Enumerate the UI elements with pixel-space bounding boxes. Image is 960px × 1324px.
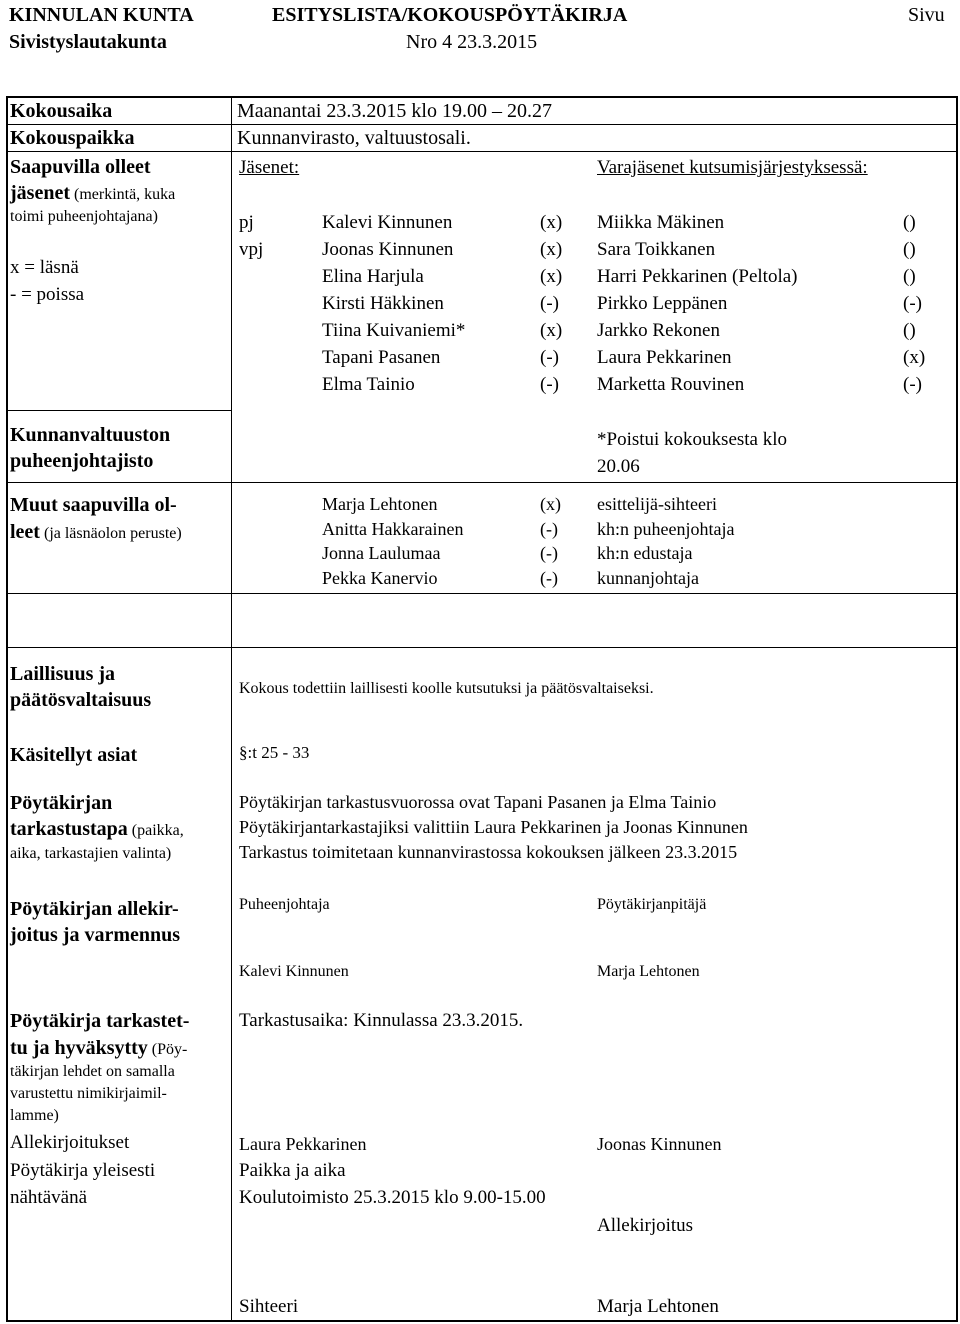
other-attendee-mark: (-) — [540, 543, 558, 563]
review-label-line2: tarkastustapa (paikka, — [10, 818, 184, 840]
page-label: Sivu — [908, 4, 945, 26]
checked-text: Tarkastusaika: Kinnulassa 23.3.2015. — [239, 1010, 524, 1031]
public-place-value: Koulutoimisto 25.3.2015 klo 9.00-15.00 — [239, 1187, 546, 1208]
attendance-note: toimi puheenjohtajana) — [10, 208, 158, 225]
council-note: *Poistui kokouksesta klo — [597, 429, 788, 450]
deputies-header: Varajäsenet kutsumisjärjestyksessä: — [597, 157, 868, 178]
deputy-name: Jarkko Rekonen — [597, 320, 720, 341]
checked-label-line2: tu ja hyväksytty (Pöy- — [10, 1037, 188, 1059]
items-label: Käsitellyt asiat — [10, 744, 138, 766]
review-line-1: Pöytäkirjan tarkastusvuorossa ovat Tapani Pasanen ja Elma Tainio — [239, 792, 717, 812]
member-name: Elma Tainio — [322, 374, 415, 395]
meeting-place-value: Kunnanvirasto, valtuustosali. — [237, 127, 471, 149]
review-label: Pöytäkirjan — [10, 792, 113, 814]
checked-label: Pöytäkirja tarkastet- — [10, 1010, 190, 1032]
table-bottom-border — [6, 1320, 958, 1322]
table-right-border — [956, 96, 958, 1322]
review-line-2: Pöytäkirjantarkastajiksi valittiin Laura Pekkarinen ja Joonas Kinnunen — [239, 817, 748, 837]
member-name: Tapani Pasanen — [322, 347, 441, 368]
table-left-border — [6, 96, 8, 1322]
deputy-mark: () — [903, 239, 916, 260]
row-divider — [6, 410, 232, 411]
other-attendee-name: Jonna Laulumaa — [322, 543, 441, 563]
checked-label-line5: lamme) — [10, 1107, 59, 1124]
deputy-name: Marketta Rouvinen — [597, 374, 745, 395]
row-divider — [6, 482, 958, 483]
deputy-mark: (-) — [903, 293, 922, 314]
checked-label-line4: varustettu nimikirjaimil- — [10, 1085, 167, 1102]
others-label: Muut saapuvilla ol- — [10, 494, 177, 516]
meeting-number-date: Nro 4 23.3.2015 — [406, 31, 538, 53]
other-attendee-role: kh:n puheenjohtaja — [597, 519, 735, 539]
meeting-place-label: Kokouspaikka — [10, 127, 135, 149]
deputy-name: Miikka Mäkinen — [597, 212, 725, 233]
deputy-name: Sara Toikkanen — [597, 239, 716, 260]
chair-title: Puheenjohtaja — [239, 896, 330, 913]
deputy-name: Laura Pekkarinen — [597, 347, 732, 368]
items-value: §:t 25 - 33 — [239, 743, 310, 762]
signature-name-1: Laura Pekkarinen — [239, 1134, 367, 1154]
member-name: Joonas Kinnunen — [322, 239, 454, 260]
other-attendee-mark: (x) — [540, 494, 561, 514]
secretary-name: Marja Lehtonen — [597, 963, 700, 980]
member-name: Elina Harjula — [322, 266, 424, 287]
row-divider — [6, 647, 958, 648]
row-divider — [6, 151, 958, 152]
member-mark: (-) — [540, 347, 559, 368]
deputy-name: Harri Pekkarinen (Peltola) — [597, 266, 798, 287]
member-mark: (x) — [540, 239, 563, 260]
signature-label: Allekirjoitus — [597, 1215, 694, 1236]
column-divider — [231, 96, 232, 1322]
council-label-line2: puheenjohtajisto — [10, 450, 154, 472]
signatures-label: Allekirjoitukset — [10, 1132, 130, 1153]
other-attendee-mark: (-) — [540, 568, 558, 588]
member-name: Kalevi Kinnunen — [322, 212, 453, 233]
member-mark: (-) — [540, 374, 559, 395]
attendance-label-line2: jäsenet (merkintä, kuka — [10, 182, 176, 204]
other-attendee-name: Pekka Kanervio — [322, 568, 438, 588]
deputy-name: Pirkko Leppänen — [597, 293, 728, 314]
public-label-line2: nähtävänä — [10, 1187, 88, 1208]
legend-present: x = läsnä — [10, 257, 79, 278]
member-role: vpj — [239, 239, 264, 260]
other-attendee-name: Marja Lehtonen — [322, 494, 438, 514]
others-label-line2: leet (ja läsnäolon peruste) — [10, 521, 182, 543]
member-mark: (x) — [540, 266, 563, 287]
review-line-3: Tarkastus toimitetaan kunnanvirastossa kokouksen jälkeen 23.3.2015 — [239, 842, 738, 862]
review-label-line3: aika, tarkastajien valinta) — [10, 845, 172, 862]
signing-label-line2: joitus ja varmennus — [10, 924, 181, 946]
row-divider — [6, 124, 958, 125]
public-place-label: Paikka ja aika — [239, 1160, 346, 1181]
council-note-time: 20.06 — [597, 456, 640, 477]
member-name: Tiina Kuivaniemi* — [322, 320, 466, 341]
document-type: ESITYSLISTA/KOKOUSPÖYTÄKIRJA — [272, 4, 628, 26]
other-attendee-name: Anitta Hakkarainen — [322, 519, 464, 539]
council-label: Kunnanvaltuuston — [10, 424, 171, 446]
deputy-mark: (-) — [903, 374, 922, 395]
secretary-label: Sihteeri — [239, 1296, 299, 1317]
member-mark: (-) — [540, 293, 559, 314]
deputy-mark: (x) — [903, 347, 926, 368]
legality-label: Laillisuus ja — [10, 663, 116, 685]
signature-name-2: Joonas Kinnunen — [597, 1134, 722, 1154]
checked-label-line3: täkirjan lehdet on samalla — [10, 1063, 175, 1080]
members-header: Jäsenet: — [239, 157, 300, 178]
member-mark: (x) — [540, 320, 563, 341]
deputy-mark: () — [903, 266, 916, 287]
legality-label-line2: päätösvaltaisuus — [10, 689, 152, 711]
signing-label: Pöytäkirjan allekir- — [10, 898, 179, 920]
attendance-label: Saapuvilla olleet — [10, 156, 151, 178]
board-name: Sivistyslautakunta — [9, 31, 167, 53]
municipality-title: KINNULAN KUNTA — [9, 4, 194, 26]
chair-name: Kalevi Kinnunen — [239, 963, 349, 980]
other-attendee-role: esittelijä-sihteeri — [597, 494, 717, 514]
legality-text: Kokous todettiin laillisesti koolle kutsutuksi ja päätösvaltaiseksi. — [239, 680, 654, 697]
public-secretary-name: Marja Lehtonen — [597, 1296, 719, 1317]
other-attendee-role: kh:n edustaja — [597, 543, 693, 563]
table-top-border — [6, 96, 958, 98]
deputy-mark: () — [903, 320, 916, 341]
row-divider — [6, 593, 958, 594]
meeting-time-label: Kokousaika — [10, 100, 113, 122]
legend-absent: - = poissa — [10, 284, 85, 305]
other-attendee-mark: (-) — [540, 519, 558, 539]
deputy-mark: () — [903, 212, 916, 233]
secretary-title: Pöytäkirjanpitäjä — [597, 896, 707, 913]
other-attendee-role: kunnanjohtaja — [597, 568, 699, 588]
member-name: Kirsti Häkkinen — [322, 293, 444, 314]
member-role: pj — [239, 212, 254, 233]
member-mark: (x) — [540, 212, 563, 233]
meeting-time-value: Maanantai 23.3.2015 klo 19.00 – 20.27 — [237, 100, 552, 122]
public-label: Pöytäkirja yleisesti — [10, 1160, 156, 1181]
